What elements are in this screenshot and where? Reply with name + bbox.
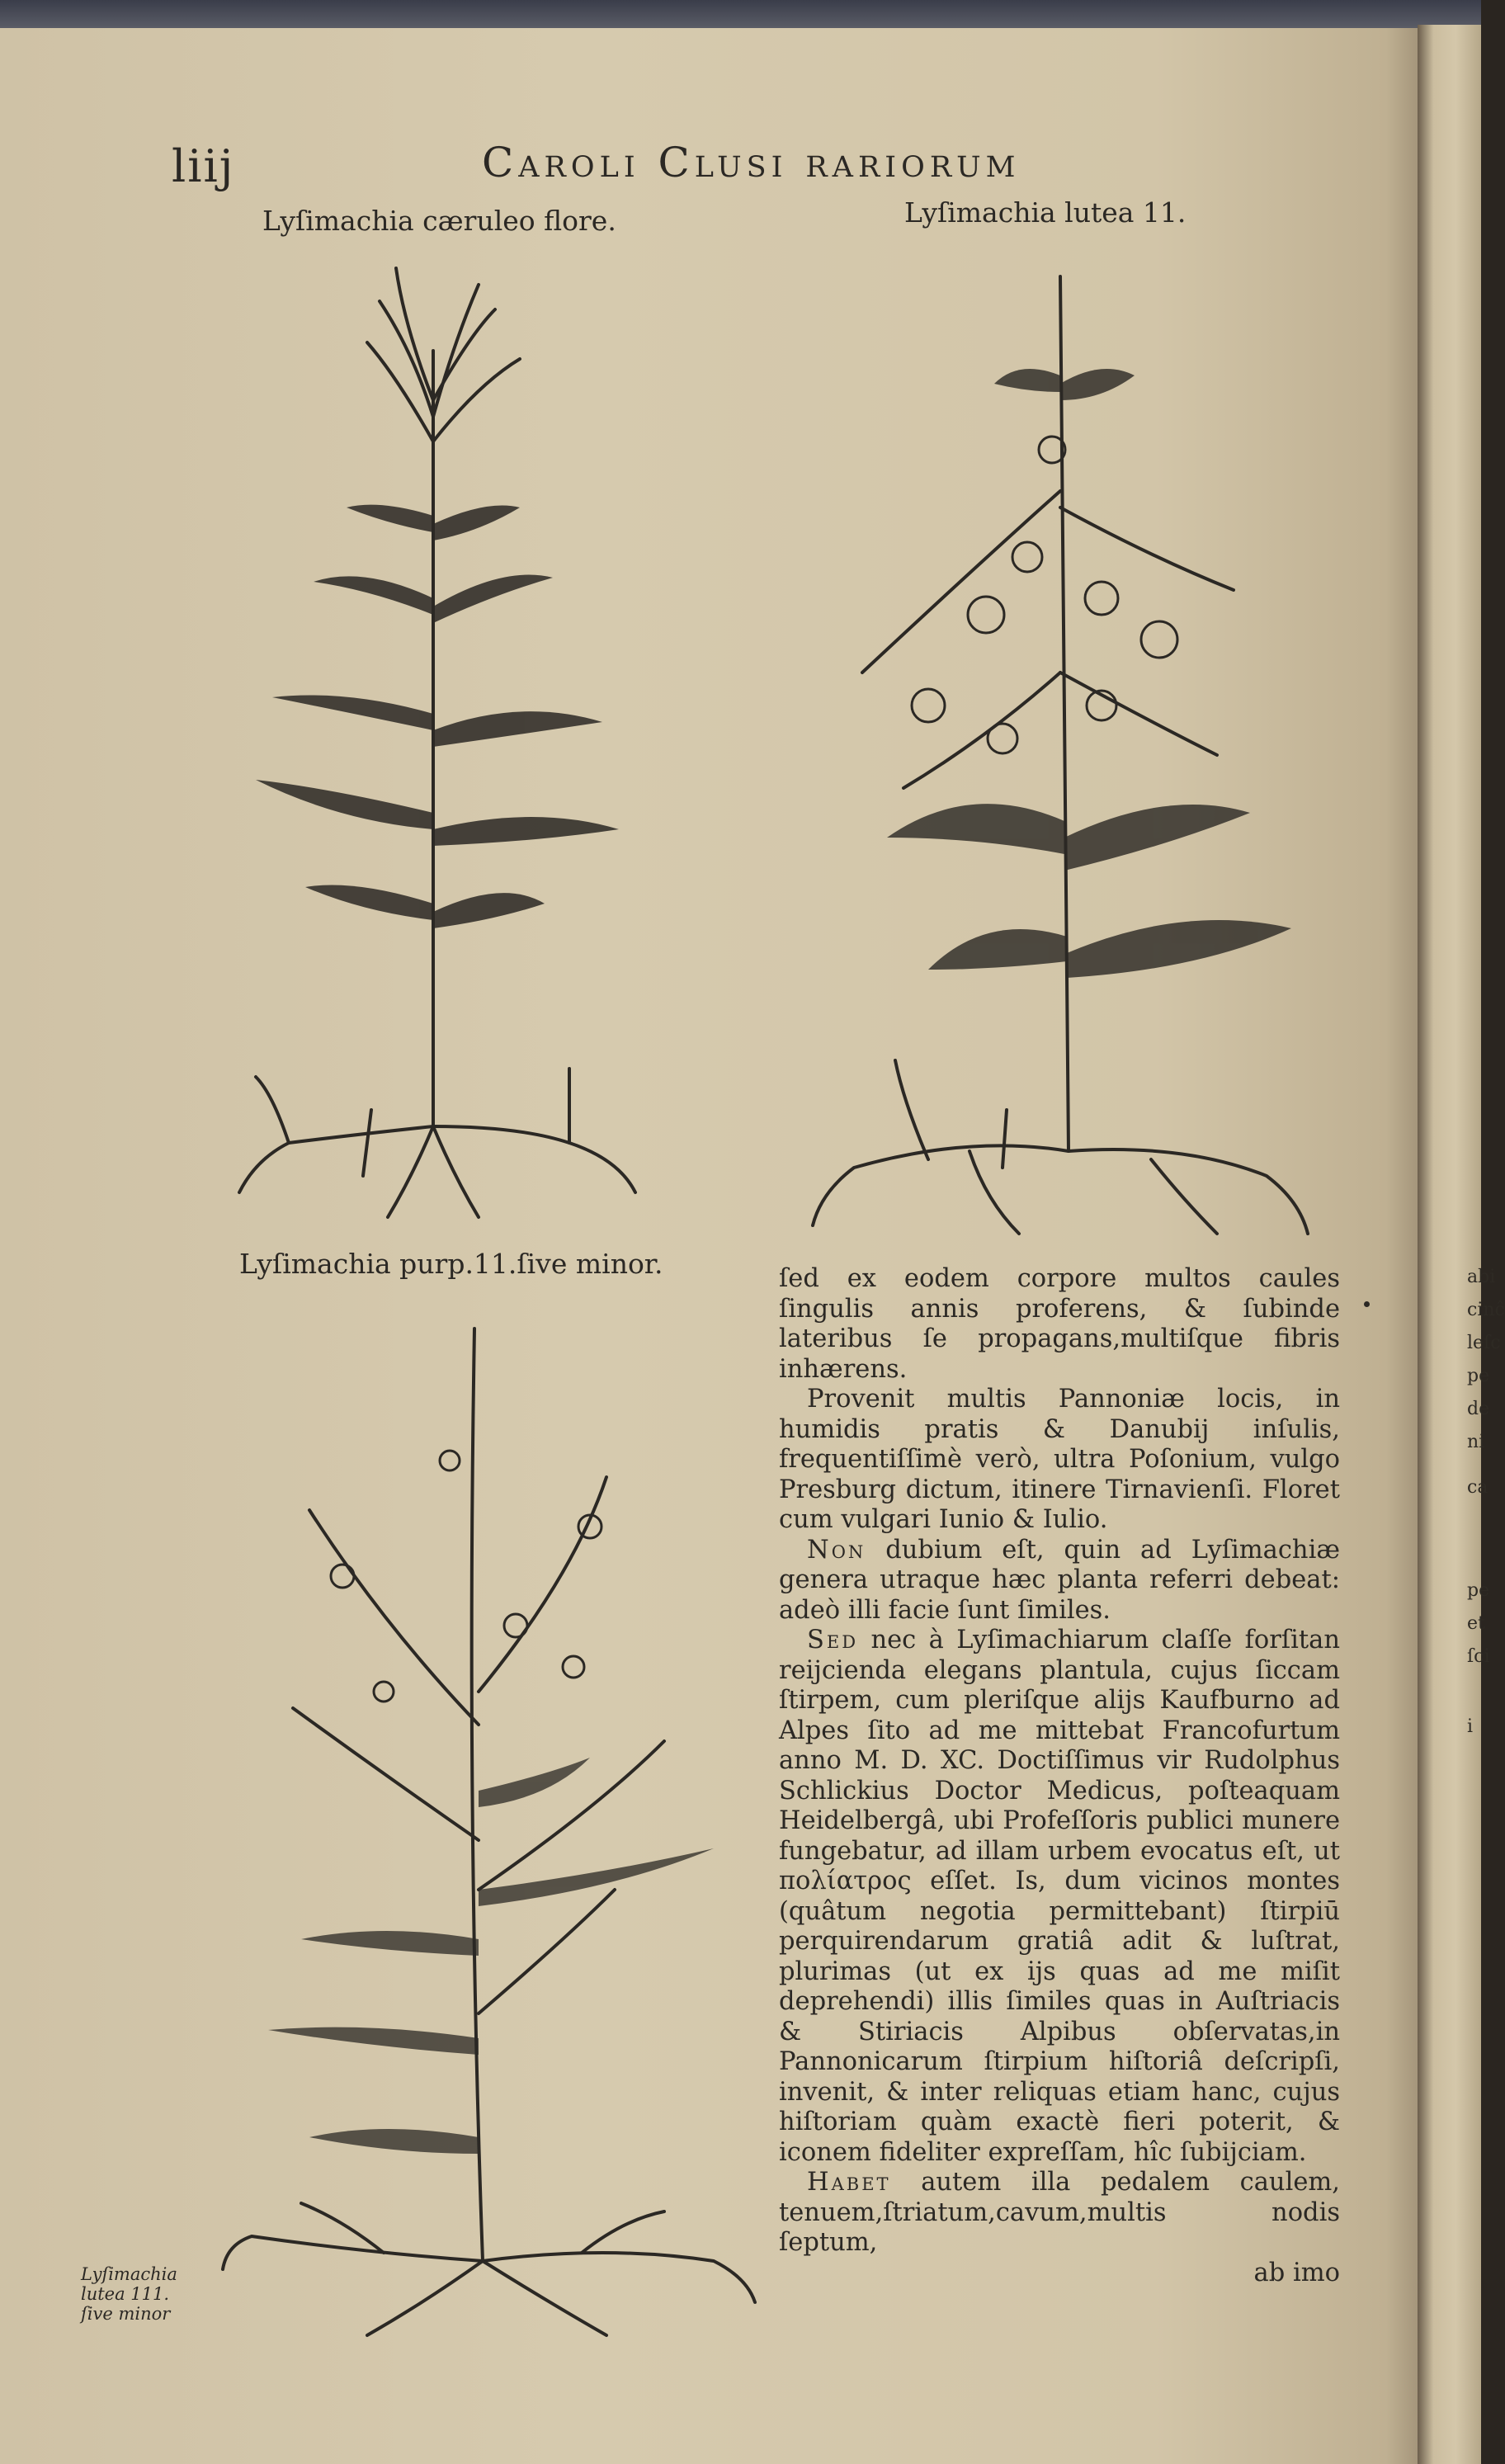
margin-note-line: lutea 111.: [81, 2284, 170, 2304]
paragraph-text: autem illa pedalem caulem, tenuem,ſtriatum,cavum,multis nodis ſeptum,: [779, 2168, 1340, 2257]
facing-page-fragment: cinĉ: [1467, 1300, 1505, 1320]
woodcut-lysimachia-caeruleo-illustration: [206, 252, 668, 1242]
paragraph: [779, 2168, 1340, 2259]
facing-page-fragment: pe: [1467, 1580, 1490, 1601]
paragraph-lead-word: Habet: [807, 2168, 891, 2197]
margin-note: [81, 2264, 177, 2324]
paragraph-text: nec à Lyſimachiarum claſſe forſitan reijcienda elegans plantula, cujus ſiccam ſtirpem, cum pleriſque alijs Kaufburno ad Alpes ſito ad me mittebat Francofurtum anno M. D. XC. Doctiſſimus vir Rudolphus Schlickius Doctor Medicus, poſteaquam Heidelbergâ, ubi Profeſſoris publici munere fungebatur, ad illam urbem evocatus eſt, ut πολίατρος eſſet. Is, dum vicinos montes (quâtum negotia permittebant) ſtirpiū perquirendarum gratiâ adit & luſtrat, plurimas (ut ex ijs quas ad me miſit deprehendi) illis ſimiles quas in Auſtriacis & Stiriacis Alpibus obſervatas,in Pannonicarum ſtirpium hiſtoriâ deſcripſi, invenit, & inter reliquas etiam hanc, cujus hiſtoriam quàm exactè fieri poterit, & iconem fideliter expreſſam, hîc ſubijciam.: [779, 1626, 1340, 2167]
facing-page-fragment: pe: [1467, 1366, 1490, 1386]
catchword: ab imo: [1253, 2258, 1340, 2287]
facing-page-fragment: abi: [1467, 1267, 1496, 1287]
paragraph: [779, 1536, 1340, 1626]
ink-dot: [1364, 1301, 1370, 1307]
body-text: [779, 1264, 1340, 2288]
woodcut-lysimachia-purp-ii-illustration: [219, 1312, 763, 2344]
paragraph-lead-word: Non: [807, 1535, 866, 1565]
facing-page-fragment: ſci: [1467, 1646, 1490, 1667]
facing-page-fragment: i: [1467, 1716, 1474, 1737]
caption-lysimachia-caeruleo: Lyſimachia cæruleo flore.: [262, 205, 616, 237]
paragraph-text: dubium eſt, quin ad Lyſimachiæ genera utraque hæc planta referri debeat: adeò illi facie ſunt ſimiles.: [779, 1535, 1340, 1625]
facing-page-fragment: et: [1467, 1613, 1485, 1634]
facing-page-fragment: ca: [1467, 1477, 1488, 1498]
facing-page-edge: [1418, 25, 1481, 2464]
running-head: Caroli Clusi rariorum: [482, 139, 1021, 186]
margin-note-line: ſive minor: [81, 2304, 171, 2324]
caption-lysimachia-lutea-ii: Lyſimachia lutea 11.: [904, 196, 1187, 229]
paragraph: [779, 1626, 1340, 2168]
scan-background-top: [0, 0, 1481, 28]
facing-page-fragment: de: [1467, 1399, 1490, 1419]
page-number: liij: [172, 140, 235, 192]
facing-page-fragment: ni: [1467, 1432, 1485, 1452]
facing-page-fragment: leſc: [1467, 1333, 1501, 1353]
paragraph: Provenit multis Pannoniæ locis, in humidis pratis & Danubij inſulis, frequentiſſimè verò, ultra Poſonium, vulgo Presburg dictum, itinere Tirnavienſi. Floret cum vulgari Iunio & Iulio.: [779, 1385, 1340, 1534]
woodcut-lysimachia-lutea-ii-illustration: [804, 243, 1316, 1267]
margin-note-line: Lyſimachia: [81, 2264, 177, 2284]
paragraph-lead-word: Sed: [807, 1626, 859, 1654]
caption-lysimachia-purp-ii: Lyſimachia purp.11.ſive minor.: [239, 1248, 663, 1280]
paragraph: ſed ex eodem corpore multos caules ſingulis annis proferens, & ſubinde lateribus ſe propagans,multiſque fibris inhærens.: [779, 1264, 1340, 1384]
